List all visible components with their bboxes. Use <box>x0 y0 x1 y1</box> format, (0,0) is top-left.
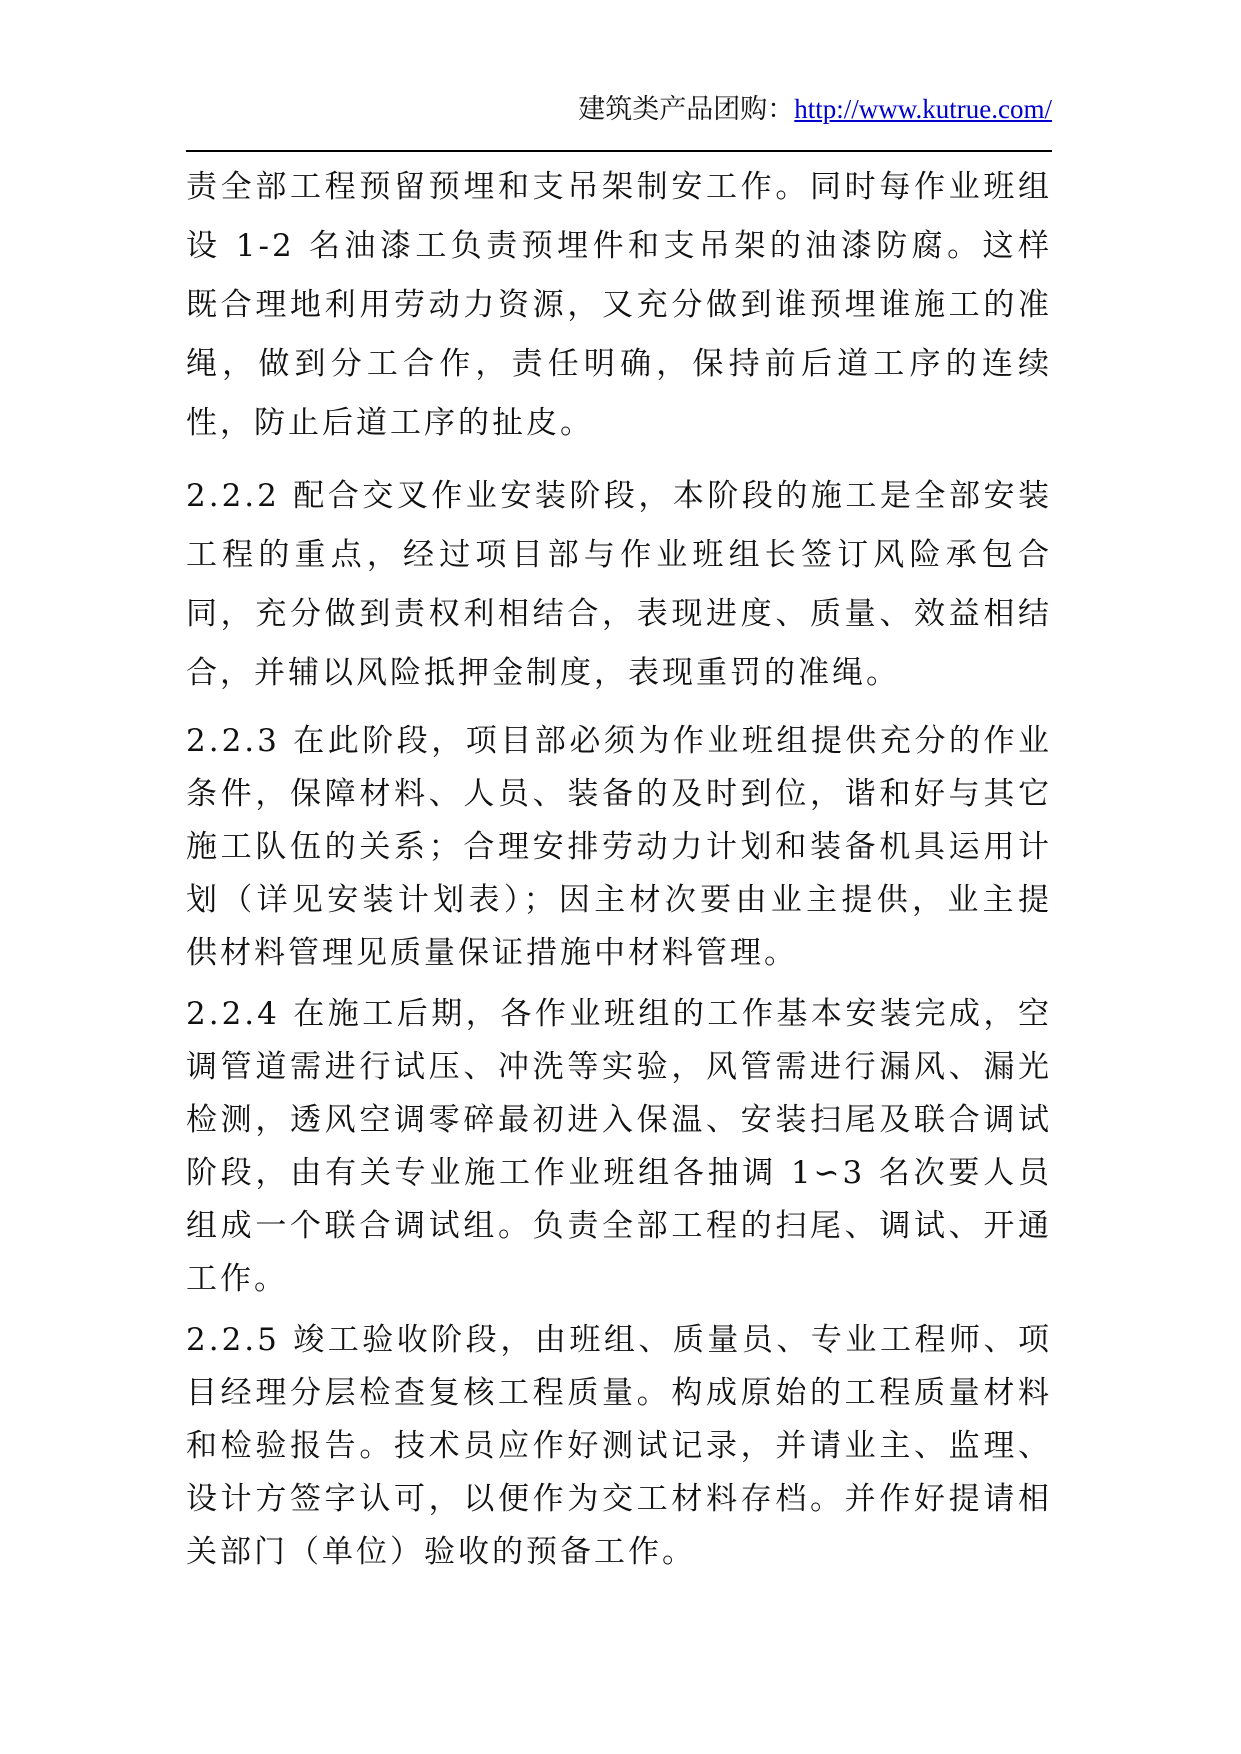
website-link[interactable]: http://www.kutrue.com/ <box>794 94 1052 124</box>
paragraph-2-2-3: 2.2.3 在此阶段，项目部必须为作业班组提供充分的作业条件，保障材料、人员、装备的及时到位，谐和好与其它施工队伍的关系；合理安排劳动力计划和装备机具运用计划（详见安装计划表）；因主材次要由业主提供，业主提供材料管理见质量保证措施中材料管理。 <box>186 723 1052 971</box>
document-body <box>186 158 1052 1579</box>
header-label: 建筑类产品团购： <box>578 94 795 125</box>
paragraph-2-2-4: 2.2.4 在施工后期，各作业班组的工作基本安装完成，空调管道需进行试压、冲洗等实验，风管需进行漏风、漏光检测，透风空调零碎最初进入保温、安装扫尾及联合调试阶段，由有关专业施工作业班组各抽调 1∽3 名次要人员组成一个联合调试组。负责全部工程的扫尾、调试、开通工作。 <box>186 996 1052 1297</box>
paragraph-2-2-2: 2.2.2 配合交叉作业安装阶段，本阶段的施工是全部安装工程的重点，经过项目部与作业班组长签订风险承包合同，充分做到责权利相结合，表现进度、质量、效益相结合，并辅以风险抵押金制度，表现重罚的准绳。 <box>186 478 1052 691</box>
page-header <box>186 88 1052 130</box>
header-divider <box>186 150 1052 152</box>
paragraph-2-2-5: 2.2.5 竣工验收阶段，由班组、质量员、专业工程师、项目经理分层检查复核工程质量。构成原始的工程质量材料和检验报告。技术员应作好测试记录，并请业主、监理、设计方签字认可，以便作为交工材料存档。并作好提请相关部门（单位）验收的预备工作。 <box>186 1322 1052 1570</box>
paragraph-continuation: 责全部工程预留预埋和支吊架制安工作。同时每作业班组设 1-2 名油漆工负责预埋件和支吊架的油漆防腐。这样既合理地利用劳动力资源，又充分做到谁预埋谁施工的准绳，做到分工合作，责任明确，保持前后道工序的连续性，防止后道工序的扯皮。 <box>186 169 1052 441</box>
